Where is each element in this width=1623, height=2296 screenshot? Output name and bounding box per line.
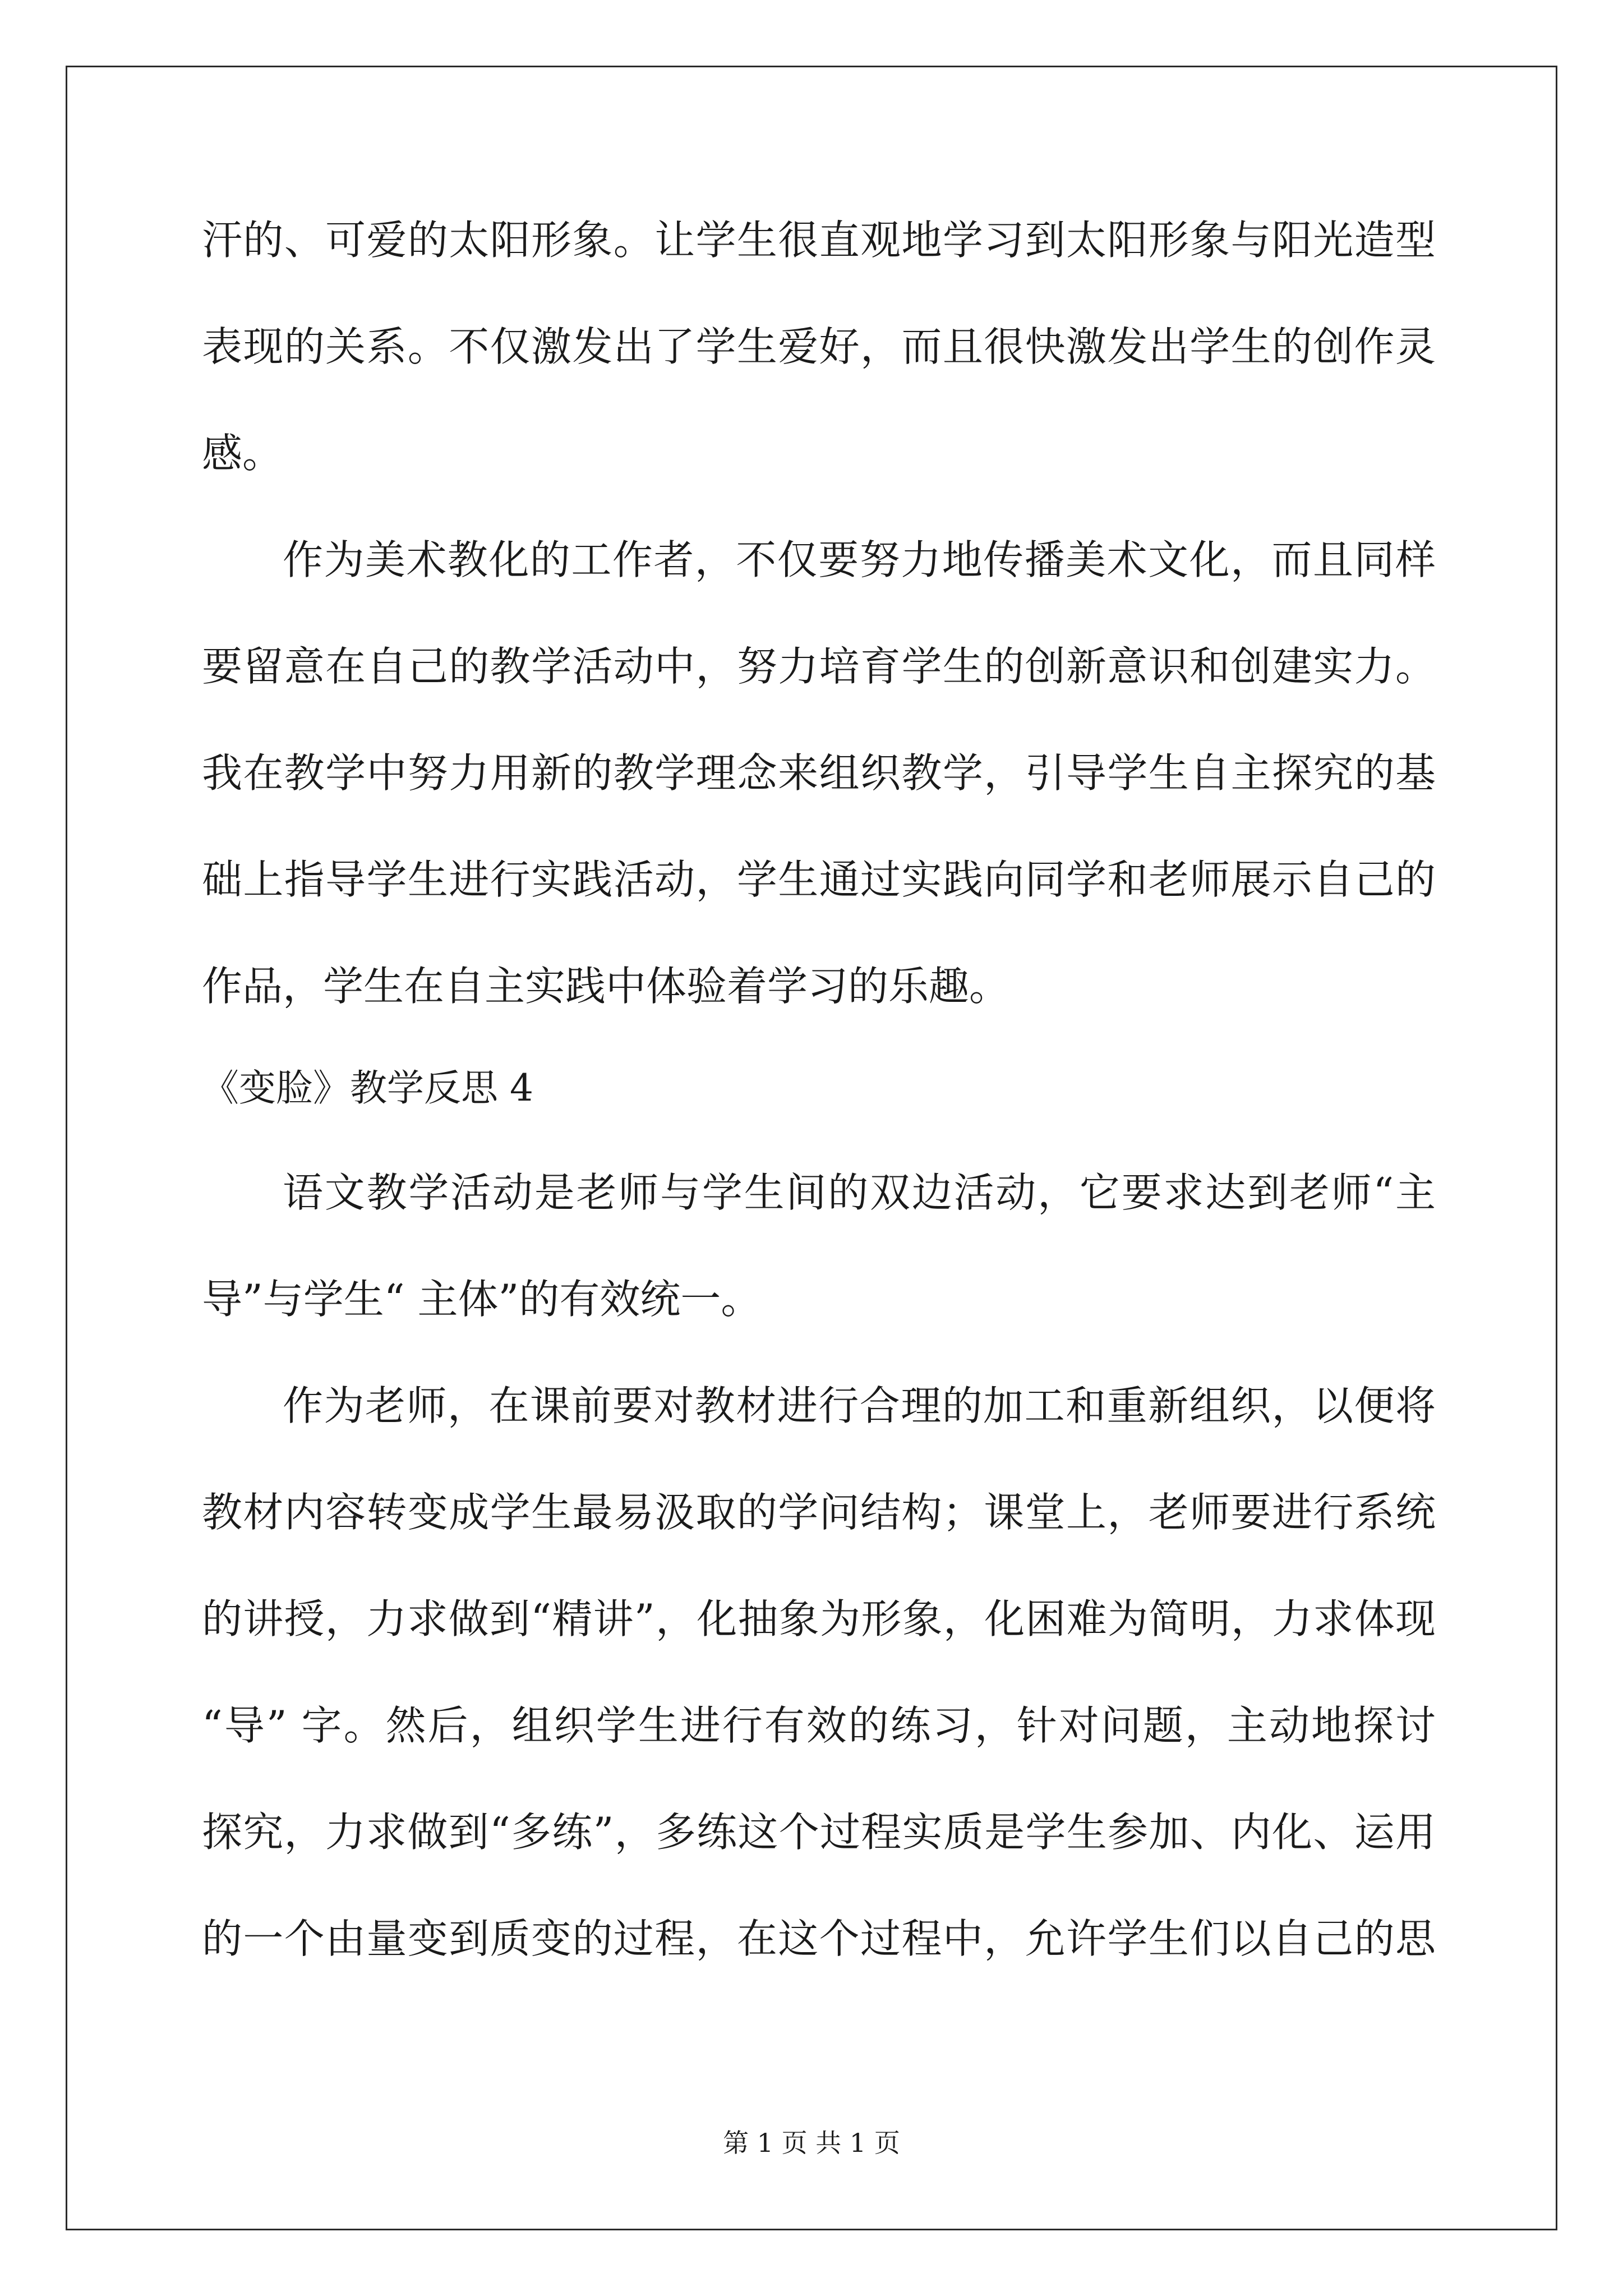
text-line: 作为老师，在课前要对教材进行合理的加工和重新组织，以便将 xyxy=(283,1382,1436,1429)
page-footer: 第 1 页 共 1 页 xyxy=(723,2128,900,2158)
page-border xyxy=(66,66,1557,2230)
text-line: 要留意在自己的教学活动中，努力培育学生的创新意识和创建实力。 xyxy=(202,643,1436,690)
text-line: 汗的、可爱的太阳形象。让学生很直观地学习到太阳形象与阳光造型 xyxy=(202,217,1436,264)
text-line: 的讲授，力求做到“精讲”，化抽象为形象，化困难为简明，力求体现 xyxy=(202,1595,1436,1642)
text-line: 教材内容转变成学生最易汲取的学问结构；课堂上，老师要进行系统 xyxy=(202,1489,1436,1536)
text-line: 我在教学中努力用新的教学理念来组织教学，引导学生自主探究的基 xyxy=(202,749,1436,797)
text-line: 础上指导学生进行实践活动，学生通过实践向同学和老师展示自己的 xyxy=(202,856,1436,903)
text-line: 探究，力求做到“多练”，多练这个过程实质是学生参加、内化、运用 xyxy=(202,1809,1436,1856)
text-line: 导”与学生“ 主体”的有效统一。 xyxy=(202,1276,762,1323)
text-line: “导” 字。然后，组织学生进行有效的练习，针对问题，主动地探讨 xyxy=(202,1702,1436,1749)
text-line: 感。 xyxy=(202,430,283,477)
text-line: 作为美术教化的工作者，不仅要努力地传播美术文化，而且同样 xyxy=(283,536,1436,583)
text-line: 语文教学活动是老师与学生间的双边活动，它要求达到老师“主 xyxy=(283,1169,1436,1216)
section-heading: 《变脸》教学反思 4 xyxy=(202,1066,533,1110)
text-line: 作品，学生在自主实践中体验着学习的乐趣。 xyxy=(202,963,1010,1010)
text-line: 表现的关系。不仅激发出了学生爱好，而且很快激发出学生的创作灵 xyxy=(202,323,1436,370)
text-line: 的一个由量变到质变的过程，在这个过程中，允许学生们以自己的思 xyxy=(202,1915,1436,1962)
